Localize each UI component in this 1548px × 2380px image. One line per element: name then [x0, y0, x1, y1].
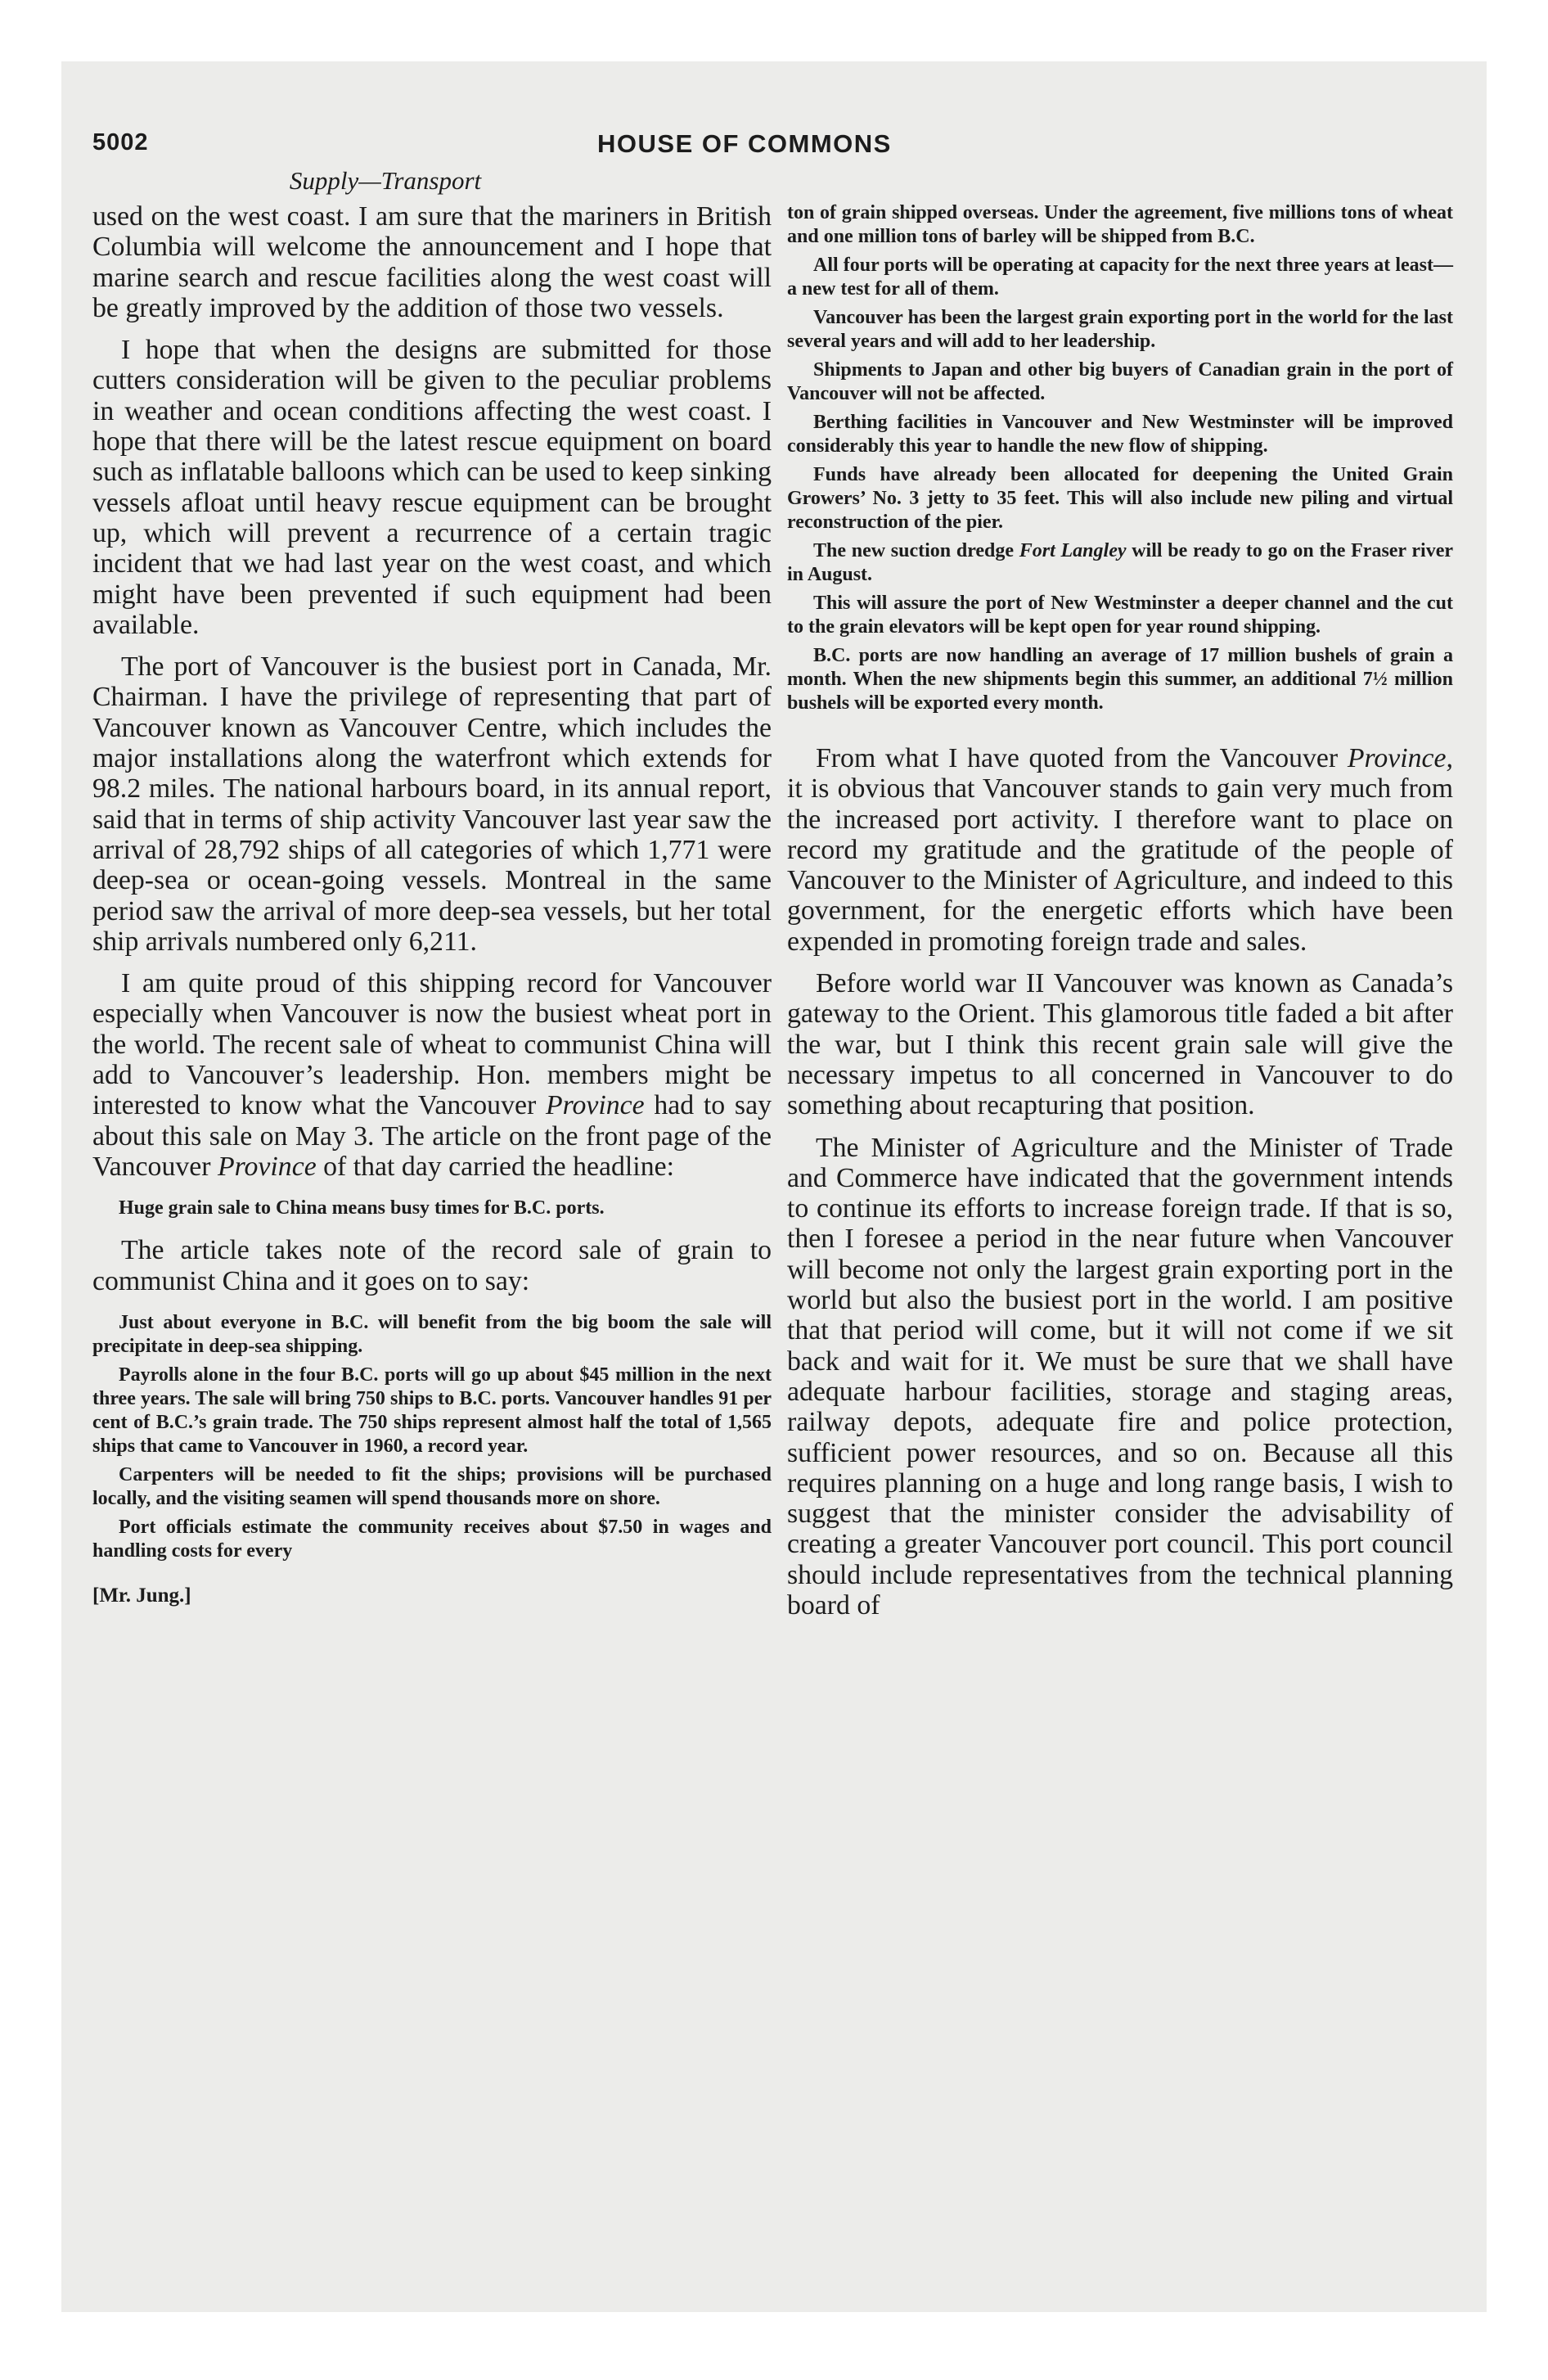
right-column — [787, 201, 1453, 1620]
text-run: had to say about this sale on May 3. The article on the front page of the Vancouver — [92, 1090, 772, 1182]
quote-paragraph: Shipments to Japan and other big buyers of Canadian grain in the port of Vancouver will not be affected. — [787, 359, 1453, 404]
quote-paragraph: All four ports will be operating at capacity for the next three years at least—a new test for all of them. — [787, 255, 1453, 300]
quote-paragraph: Funds have already been allocated for deepening the United Grain Growers’ No. 3 jetty to 35 feet. This will also include new piling and virtual reconstruction of the pier. — [787, 464, 1453, 533]
quoted-headline: Huge grain sale to China means busy times for B.C. ports. — [119, 1197, 605, 1219]
left-column — [92, 201, 772, 1607]
paragraph: I hope that when the designs are submitted for those cutters consideration will be given to the peculiar problems in weather and ocean conditions affecting the west coast. I hope that there will be the latest rescue equipment on board such as inflatable balloons which can be used to keep sinking vessels afloat until heavy rescue equipment can be brought up, which will prevent a recurrence of a certain tragic incident that we had last year on the west coast, and which might have been prevented if such equipment had been available. — [92, 335, 772, 640]
quote-paragraph: Payrolls alone in the four B.C. ports will go up about $45 million in the next three years. The sale will bring 750 ships to B.C. ports. Vancouver handles 91 per cent of B.C.’s grain trade. The 750 ships represent almost half the total of 1,565 ships that came to Vancouver in 1960, a record year. — [92, 1364, 772, 1457]
paragraph: The Minister of Agriculture and the Minister of Trade and Commerce have indicated that the government intends to continue its efforts to increase foreign trade. If that is so, then I foresee a period in the near future when Vancouver will become not only the largest grain exporting port in the world but also the busiest port in the world. I am positive that that period will come, but it will not come if we sit back and wait for it. We must be sure that we shall have adequate harbour facilities, storage and staging areas, railway depots, adequate fire and police protection, sufficient power resources, and so on. Because all this requires planning on a huge and long range basis, I wish to suggest that the minister consider the advisability of creating a greater Vancouver port council. This port council should include representatives from the technical planning board of — [787, 1132, 1453, 1621]
quote-paragraph: This will assure the port of New Westminster a deeper channel and the cut to the grain elevators will be kept open for year round shipping. — [787, 593, 1453, 638]
paragraph: used on the west coast. I am sure that the mariners in British Columbia will welcome the announcement and I hope that marine search and rescue facilities along the west coast will be greatly improved by the addition of those two vessels. — [92, 201, 772, 323]
text-run: will be ready to go on the Fraser river in August. — [787, 540, 1453, 585]
paragraph — [92, 968, 772, 1182]
page-number: 5002 — [92, 129, 149, 156]
quote-paragraph: Berthing facilities in Vancouver and New Westminster will be improved considerably this year to handle the new flow of shipping. — [787, 412, 1453, 457]
text-run: I am quite proud of this shipping record for Vancouver especially when Vancouver is now the busiest wheat port in the world. The recent sale of wheat to communist China will add to Vancouver’s leadership. Hon. members might be interested to know what the Vancouver — [92, 968, 772, 1121]
newspaper-name: Province — [217, 1151, 317, 1182]
paragraph: The article takes note of the record sale of grain to communist China and it goes on to say: — [92, 1235, 772, 1296]
speaker-attribution: [Mr. Jung.] — [92, 1584, 191, 1607]
section-subhead: Supply—Transport — [289, 166, 482, 195]
quote-paragraph: B.C. ports are now handling an average of 17 million bushels of grain a month. When the new shipments begin this summer, an additional 7½ million bushels will be exported every month. — [787, 645, 1453, 714]
quote-paragraph — [787, 539, 1453, 587]
text-run: From what I have quoted from the Vancouver — [816, 743, 1348, 773]
paragraph — [787, 743, 1453, 957]
text-run: The new suction dredge — [813, 540, 1019, 561]
newspaper-name: Province — [545, 1090, 645, 1121]
quote-paragraph: Vancouver has been the largest grain exporting port in the world for the last several years and will add to her leadership. — [787, 307, 1453, 352]
text-run: it is obvious that Vancouver stands to gain very much from the increased port activity. I therefore want to place on record my gratitude and the gratitude of the people of Vancouver to the Minister of Agriculture, and indeed to this government, for the energetic efforts which have been expended in promoting foreign trade and sales. — [787, 773, 1453, 957]
quote-paragraph: ton of grain shipped overseas. Under the agreement, five millions tons of wheat and one million tons of barley will be shipped from B.C. — [787, 202, 1453, 247]
text-run: of that day carried the headline: — [316, 1151, 674, 1182]
paragraph: The port of Vancouver is the busiest port in Canada, Mr. Chairman. I have the privilege of representing that part of Vancouver known as Vancouver Centre, which includes the major installations along the waterfront which extends for 98.2 miles. The national harbours board, in its annual report, said that in terms of ship activity Vancouver last year saw the arrival of 28,792 ships of all categories of which 1,771 were deep-sea or ocean-going vessels. Montreal in the same period saw the arrival of more deep-sea vessels, but her total ship arrivals numbered only 6,211. — [92, 651, 772, 957]
quote-paragraph: Carpenters will be needed to fit the ships; provisions will be purchased locally, and the visiting seamen will spend thousands more on shore. — [92, 1463, 772, 1509]
newspaper-name: Province, — [1347, 743, 1453, 773]
quote-paragraph: Just about everyone in B.C. will benefit from the big boom the sale will precipitate in deep-sea shipping. — [92, 1311, 772, 1357]
quote-paragraph: Port officials estimate the community receives about $7.50 in wages and handling costs for every — [92, 1516, 772, 1562]
vessel-name: Fort Langley — [1019, 540, 1127, 561]
running-header-title: HOUSE OF COMMONS — [597, 129, 892, 158]
paragraph: Before world war II Vancouver was known as Canada’s gateway to the Orient. This glamorous title faded a bit after the war, but I think this recent grain sale will give the necessary impetus to all concerned in Vancouver to do something about recapturing that position. — [787, 968, 1453, 1121]
